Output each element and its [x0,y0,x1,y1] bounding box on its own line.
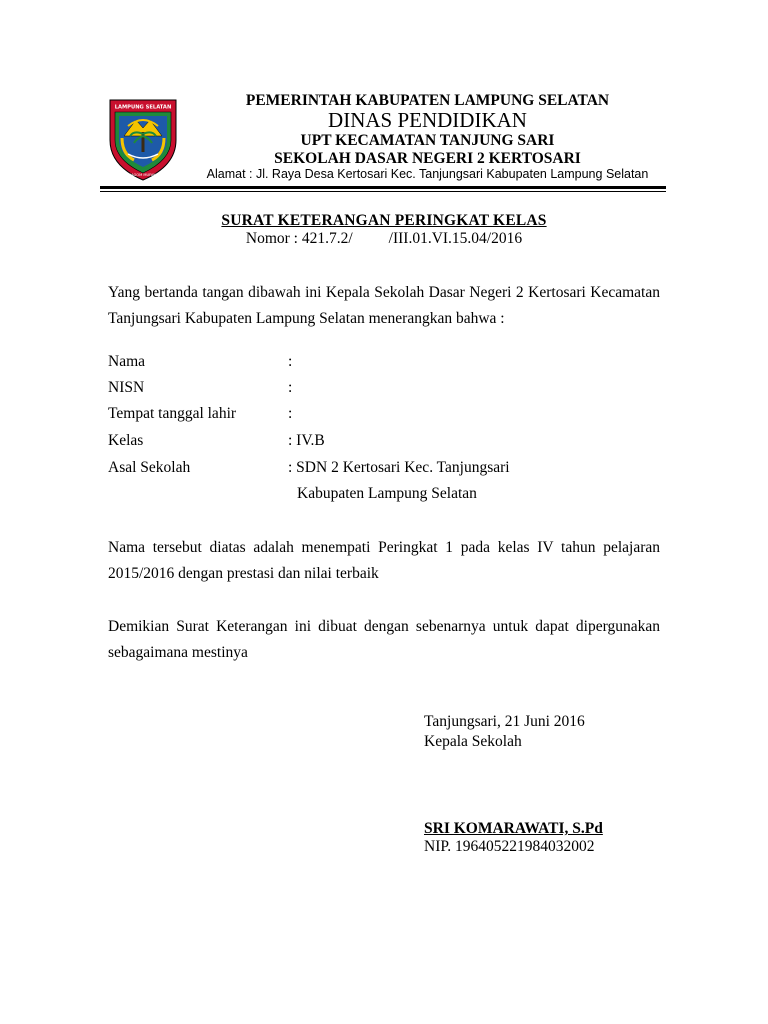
letter-number-prefix: Nomor : 421.7.2/ [245,230,353,247]
letterhead-divider-thin [100,191,666,192]
school-name: SEKOLAH DASAR NEGERI 2 KERTOSARI [274,150,581,167]
district-unit-name: UPT KECAMATAN TANJUNG SARI [300,132,555,149]
closing-paragraph: Demikian Surat Keterangan ini dibuat dengan sebenarnya untuk dapat dipergunakan sebagaimana mestinya [108,618,660,661]
signatory-name: SRI KOMARAWATI, S.Pd [424,820,603,837]
field-value: : [288,353,293,370]
field-label: Asal Sekolah [108,459,191,476]
svg-text:KHAGOM MUFAKAT: KHAGOM MUFAKAT [126,173,160,177]
letter-title [108,212,660,230]
government-name: PEMERINTAH KABUPATEN LAMPUNG SELATAN [245,92,610,109]
field-value-continuation: Kabupaten Lampung Selatan [297,485,477,502]
signatory-nip: NIP. 196405221984032002 [424,838,595,855]
field-label: Kelas [108,432,144,449]
svg-text:LAMPUNG SELATAN: LAMPUNG SELATAN [114,104,172,111]
field-value: : [288,379,293,396]
letterhead-divider-thick [100,186,666,189]
agency-name: DINAS PENDIDIKAN [328,108,527,132]
intro-paragraph: Yang bertanda tangan dibawah ini Kepala Sekolah Dasar Negeri 2 Kertosari Kecamatan Tanjungsari Kabupaten Lampung Selatan menerangkan bahwa : [108,284,660,327]
field-value: : [288,405,293,422]
signature-position: Kepala Sekolah [424,733,522,750]
letter-title-text: SURAT KETERANGAN PERINGKAT KELAS [221,212,547,229]
statement-paragraph: Nama tersebut diatas adalah menempati Peringkat 1 pada kelas IV tahun pelajaran 2015/2016 dengan prestasi dan nilai terbaik [108,539,660,582]
signature-place-date: Tanjungsari, 21 Juni 2016 [424,713,585,730]
field-label: Tempat tanggal lahir [108,405,237,422]
field-label: Nama [108,353,146,370]
letter-number [108,230,660,248]
letter-number-suffix: /III.01.VI.15.04/2016 [388,230,523,247]
field-label: NISN [108,379,145,396]
field-value: : SDN 2 Kertosari Kec. Tanjungsari [288,459,510,476]
school-address: Alamat : Jl. Raya Desa Kertosari Kec. Tanjungsari Kabupaten Lampung Selatan [206,167,649,181]
lampung-selatan-emblem-icon [104,96,182,182]
field-value: : IV.B [288,432,325,449]
